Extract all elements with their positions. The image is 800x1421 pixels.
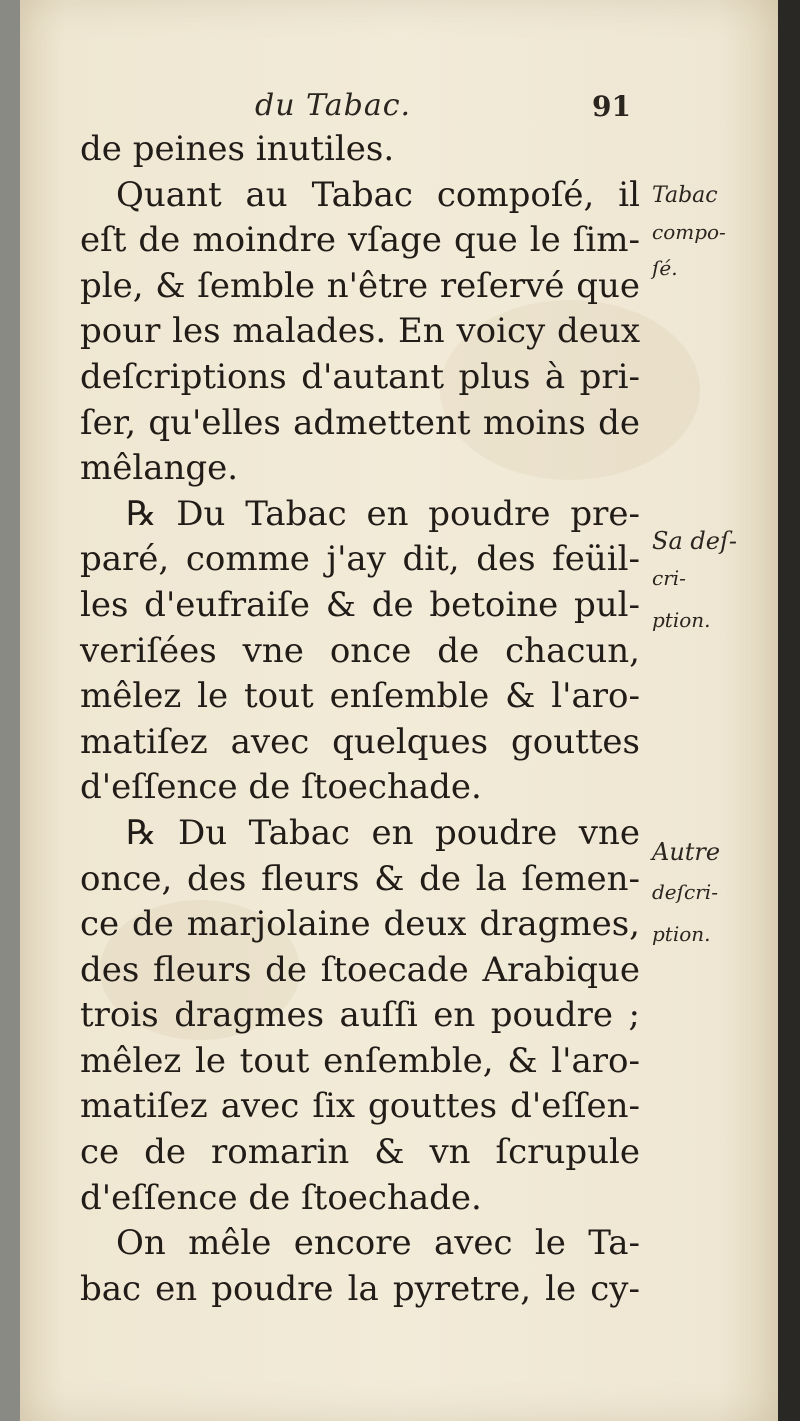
text-line: paré, comme j'ay dit, des feüil- bbox=[80, 539, 640, 580]
text-line: ce de romarin & vn ſcrupule bbox=[80, 1132, 640, 1173]
margin-note-line: ſé. bbox=[652, 256, 678, 280]
text-line: mêlez le tout enſemble, & l'aro- bbox=[80, 1040, 640, 1081]
text-line: eſt de moindre vſage que le ſim- bbox=[80, 220, 640, 261]
text-line: trois dragmes auſſi en poudre ; bbox=[80, 995, 640, 1036]
text-line: mêlez le tout enſemble & l'aro- bbox=[80, 676, 640, 717]
text-line: d'eſſence de ſtoechade. bbox=[80, 767, 482, 808]
margin-note-line: Tabac bbox=[652, 183, 718, 208]
text-line: ple, & ſemble n'être reſervé que bbox=[80, 265, 640, 306]
text-line: On mêle encore avec le Ta- bbox=[116, 1223, 640, 1264]
text-line: ℞ Du Tabac en poudre pre- bbox=[126, 493, 640, 534]
margin-note-line: Sa deſ- bbox=[652, 527, 737, 555]
margin-note-line: Autre bbox=[652, 838, 721, 866]
text-line: pour les malades. En voicy deux bbox=[80, 311, 640, 352]
body-text bbox=[80, 127, 640, 1312]
text-line: ſer, qu'elles admettent moins de bbox=[80, 402, 640, 443]
text-line: d'eſſence de ſtoechade. bbox=[80, 1177, 482, 1218]
book-page bbox=[20, 0, 778, 1421]
text-line: les d'eufraiſe & de betoine pul- bbox=[80, 584, 640, 625]
text-line: des fleurs de ſtoecade Arabique bbox=[80, 949, 640, 990]
text-line: matiſez avec quelques gouttes bbox=[80, 721, 640, 762]
text-line: matiſez avec ſix gouttes d'eſſen- bbox=[80, 1086, 640, 1127]
book-gutter bbox=[778, 0, 800, 1421]
text-line: de peines inutiles. bbox=[80, 129, 395, 169]
text-line: bac en poudre la pyretre, le cy- bbox=[80, 1268, 640, 1309]
margin-note-line: deſcri- bbox=[652, 880, 718, 904]
text-line: Quant au Tabac compoſé, il bbox=[116, 174, 640, 215]
text-line: once, des fleurs & de la ſemen- bbox=[80, 858, 640, 899]
text-line: veriſées vne once de chacun, bbox=[80, 630, 640, 671]
running-title: du Tabac. bbox=[255, 88, 412, 123]
page-header bbox=[20, 88, 778, 128]
margin-note-line: ption. bbox=[652, 608, 711, 632]
margin-note-line: ption. bbox=[652, 922, 711, 946]
margin-note-line: compo- bbox=[652, 220, 726, 244]
text-line: ce de marjolaine deux dragmes, bbox=[80, 904, 640, 945]
text-line: ℞ Du Tabac en poudre vne bbox=[126, 812, 640, 853]
text-line: mêlange. bbox=[80, 448, 239, 489]
page-number: 91 bbox=[592, 90, 631, 123]
text-line: deſcriptions d'autant plus à pri- bbox=[80, 356, 640, 397]
margin-note-line: cri- bbox=[652, 566, 686, 590]
